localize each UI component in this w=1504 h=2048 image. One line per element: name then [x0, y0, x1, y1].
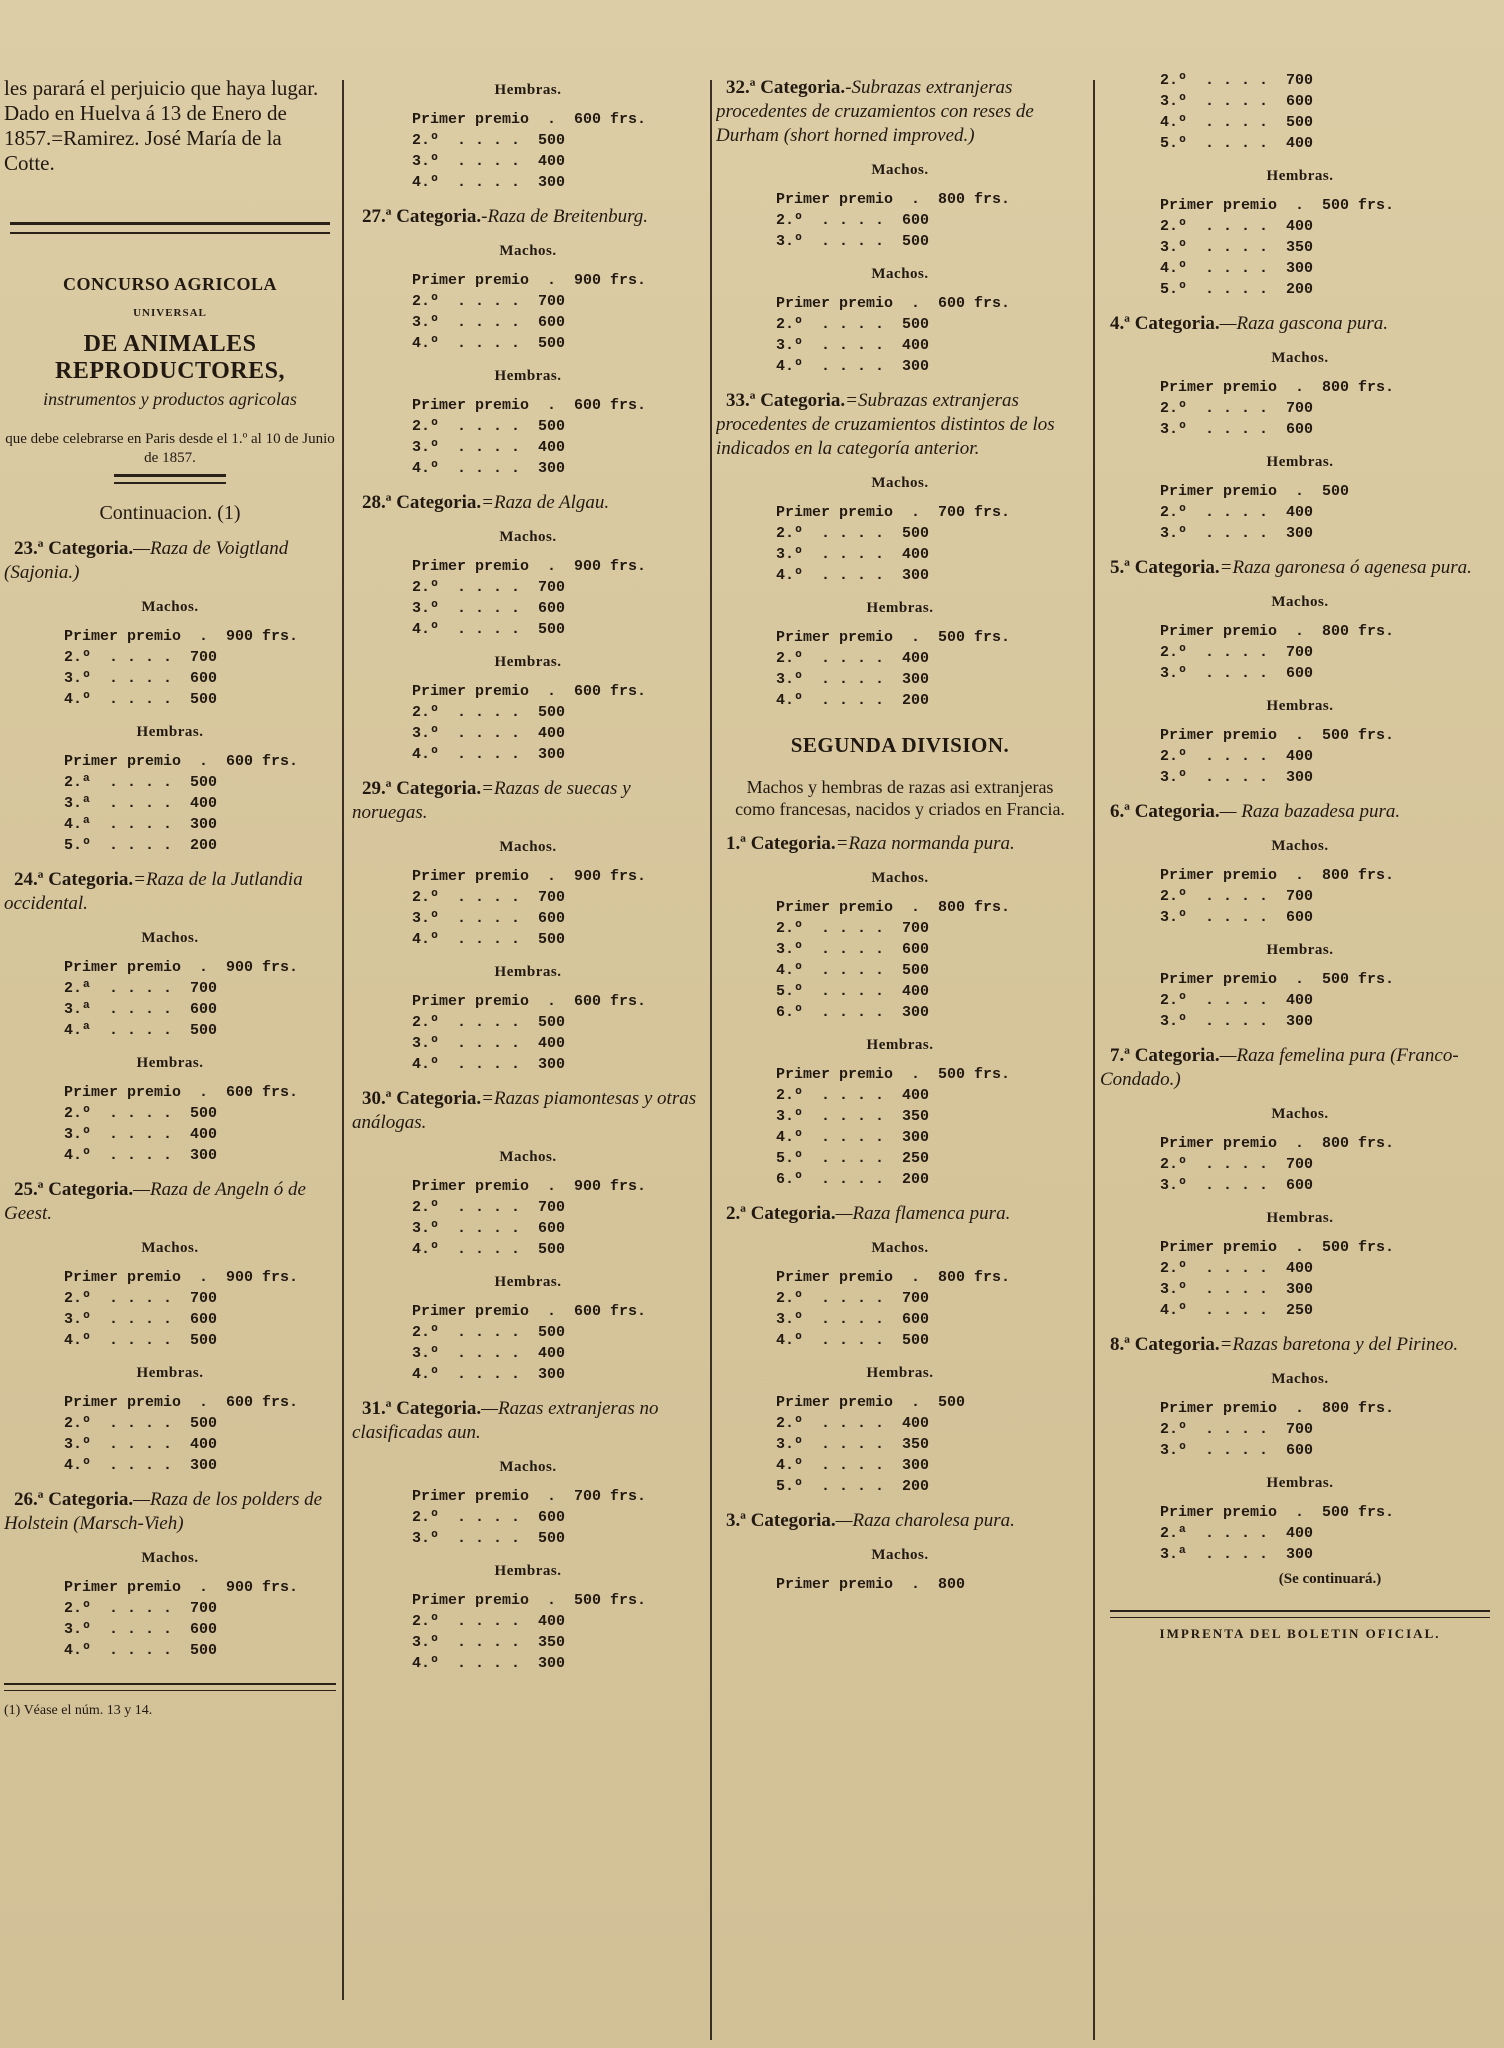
category-heading: 24.ª Categoria.=Raza de la Jutlandia occidental.	[4, 869, 303, 914]
hembras-label: Hembras.	[494, 1563, 562, 1579]
machos-label: Machos.	[1271, 1106, 1329, 1122]
prize-list: Primer premio . 600 frs. 2.ª . . . . 500 3.ª . . . . 400 4.ª . . . . 300 5.º . . . . 200	[64, 753, 299, 854]
title-instrumentos: instrumentos y productos agricolas	[43, 389, 297, 409]
prize-list: Primer premio . 900 frs. 2.º . . . . 700 3.º . . . . 600 4.º . . . . 500	[412, 868, 647, 948]
prize-list: Primer premio . 600 frs. 2.º . . . . 500 3.º . . . . 400 4.º . . . . 300	[412, 1303, 647, 1383]
machos-label: Machos.	[1271, 838, 1329, 854]
hembras-label: Hembras.	[1266, 454, 1334, 470]
intro-paragraph: les parará el perjuicio que haya lugar. Dado en Huelva á 13 de Enero de 1857.=Ramirez. José María de la Cotte.	[4, 76, 319, 175]
prize-list: Primer premio . 800 frs. 2.º . . . . 700 3.º . . . . 600	[1160, 1135, 1395, 1194]
prize-list: Primer premio . 500 frs. 2.º . . . . 400 3.º . . . . 300	[1160, 727, 1395, 786]
machos-label: Machos.	[871, 162, 929, 178]
machos-label: Machos.	[141, 1240, 199, 1256]
column-1	[4, 70, 336, 2030]
hembras-label: Hembras.	[494, 368, 562, 384]
section-divider	[10, 222, 330, 234]
category-heading: 30.ª Categoria.=Razas piamontesas y otras análogas.	[352, 1088, 697, 1133]
prize-list: Primer premio . 500 frs. 2.º . . . . 400 3.º . . . . 350 4.º . . . . 300 5.º . . . . 200	[1160, 197, 1395, 298]
footnote: (1) Véase el núm. 13 y 14.	[4, 1703, 153, 1718]
prize-list: Primer premio . 700 frs. 2.º . . . . 500 3.º . . . . 400 4.º . . . . 300	[776, 504, 1011, 584]
hembras-label: Hembras.	[136, 1365, 204, 1381]
category-heading: 33.ª Categoria.=Subrazas extranjeras procedentes de cruzamientos distintos de los indicados en la categoría anterior.	[716, 390, 1055, 459]
machos-label: Machos.	[871, 266, 929, 282]
machos-label: Machos.	[871, 1240, 929, 1256]
machos-label: Machos.	[141, 1550, 199, 1566]
column-rule	[710, 80, 712, 2040]
machos-label: Machos.	[499, 243, 557, 259]
prize-list: Primer premio . 600 frs. 2.º . . . . 500 3.º . . . . 400 4.º . . . . 300	[64, 1084, 299, 1164]
hembras-label: Hembras.	[1266, 168, 1334, 184]
machos-label: Machos.	[141, 930, 199, 946]
hembras-label: Hembras.	[866, 1037, 934, 1053]
title-universal: UNIVERSAL	[133, 307, 207, 319]
prize-list: Primer premio . 900 frs. 2.º . . . . 700 3.º . . . . 600 4.º . . . . 500	[64, 1269, 299, 1349]
prize-list: Primer premio . 500 frs. 2.º . . . . 400 3.º . . . . 300	[1160, 971, 1395, 1030]
machos-label: Machos.	[141, 599, 199, 615]
closing-rule	[1110, 1610, 1490, 1618]
prize-list: Primer premio . 900 frs. 2.º . . . . 700 3.º . . . . 600 4.º . . . . 500	[412, 272, 647, 352]
category-heading: 31.ª Categoria.—Razas extranjeras no clasificadas aun.	[352, 1398, 659, 1443]
prize-list: Primer premio . 800 frs. 2.º . . . . 700 3.º . . . . 600 4.º . . . . 500	[776, 1269, 1011, 1349]
prize-list: Primer premio . 900 frs. 2.º . . . . 700 3.º . . . . 600 4.º . . . . 500	[412, 558, 647, 638]
category-heading: 27.ª Categoria.-Raza de Breitenburg.	[362, 206, 649, 227]
prize-list: Primer premio . 800 frs. 2.º . . . . 600 3.º . . . . 500	[776, 191, 1011, 250]
machos-label: Machos.	[871, 1547, 929, 1563]
title-concurso: CONCURSO AGRICOLA	[62, 274, 278, 294]
title-animales: DE ANIMALES REPRODUCTORES,	[55, 331, 285, 384]
prize-list: Primer premio . 500 frs. 2.ª . . . . 400 3.ª . . . . 300	[1160, 1504, 1395, 1563]
hembras-label: Hembras.	[1266, 942, 1334, 958]
prize-list: Primer premio . 800 frs. 2.º . . . . 700 3.º . . . . 600	[1160, 867, 1395, 926]
column-4	[1100, 70, 1500, 2030]
prize-list: Primer premio . 800 frs. 2.º . . . . 700 3.º . . . . 600	[1160, 623, 1395, 682]
hembras-label: Hembras.	[1266, 1210, 1334, 1226]
prize-list: Primer premio . 900 frs. 2.º . . . . 700 3.º . . . . 600 4.º . . . . 500	[64, 628, 299, 708]
machos-label: Machos.	[499, 529, 557, 545]
prize-list: Primer premio . 800	[776, 1576, 966, 1593]
hembras-label: Hembras.	[1266, 1475, 1334, 1491]
category-heading: 3.ª Categoria.—Raza charolesa pura.	[726, 1510, 1015, 1531]
machos-label: Machos.	[499, 839, 557, 855]
category-heading: 1.ª Categoria.=Raza normanda pura.	[726, 833, 1015, 854]
prize-list: Primer premio . 500 frs. 2.º . . . . 400 3.º . . . . 350 4.º . . . . 300 5.º . . . . 250 6.º . . . . 200	[776, 1066, 1011, 1188]
continuara-note: (Se continuará.)	[1278, 1571, 1382, 1587]
category-heading: 23.ª Categoria.—Raza de Voigtland (Sajonia.)	[4, 538, 289, 583]
division-description: Machos y hembras de razas asi extranjeras como francesas, nacidos y criados en Francia.	[735, 777, 1065, 819]
machos-label: Machos.	[1271, 1371, 1329, 1387]
machos-label: Machos.	[871, 870, 929, 886]
imprint-line: IMPRENTA DEL BOLETIN OFICIAL.	[1159, 1626, 1441, 1641]
prize-list: Primer premio . 900 frs. 2.º . . . . 700 3.º . . . . 600 4.º . . . . 500	[64, 1579, 299, 1659]
short-divider	[114, 474, 226, 484]
hembras-label: Hembras.	[866, 1365, 934, 1381]
hembras-label: Hembras.	[866, 600, 934, 616]
prize-list: Primer premio . 700 frs. 2.º . . . . 600 3.º . . . . 500	[412, 1488, 647, 1547]
prize-list: Primer premio . 800 frs. 2.º . . . . 700 3.º . . . . 600 4.º . . . . 500 5.º . . . . 400 6.º . . . . 300	[776, 899, 1011, 1021]
category-heading: 2.ª Categoria.—Raza flamenca pura.	[726, 1203, 1011, 1224]
hembras-label: Hembras.	[494, 654, 562, 670]
category-heading: 25.ª Categoria.—Raza de Angeln ó de Geest.	[4, 1179, 306, 1224]
prize-list: Primer premio . 600 frs. 2.º . . . . 500 3.º . . . . 400 4.º . . . . 300	[412, 111, 647, 191]
category-heading: 6.ª Categoria.— Raza bazadesa pura.	[1110, 801, 1401, 822]
column-3	[716, 70, 1084, 2030]
category-heading: 5.ª Categoria.=Raza garonesa ó agenesa pura.	[1110, 557, 1472, 578]
prize-list: Primer premio . 900 frs. 2.ª . . . . 700 3.ª . . . . 600 4.ª . . . . 500	[64, 959, 299, 1039]
prize-list: Primer premio . 500 frs. 2.º . . . . 400 3.º . . . . 300 4.º . . . . 200	[776, 629, 1011, 709]
category-heading: 4.ª Categoria.—Raza gascona pura.	[1110, 313, 1389, 334]
prize-list: Primer premio . 600 frs. 2.º . . . . 500 3.º . . . . 400 4.º . . . . 300	[412, 993, 647, 1073]
hembras-label: Hembras.	[136, 1055, 204, 1071]
hembras-label: Hembras.	[494, 964, 562, 980]
machos-label: Machos.	[499, 1459, 557, 1475]
hembras-label: Hembras.	[1266, 698, 1334, 714]
title-fecha: que debe celebrarse en Paris desde el 1.º al 10 de Junio de 1857.	[5, 431, 335, 466]
machos-label: Machos.	[871, 475, 929, 491]
column-rule	[1093, 80, 1095, 2040]
prize-list: Primer premio . 600 frs. 2.º . . . . 500 3.º . . . . 400 4.º . . . . 300	[64, 1394, 299, 1474]
prize-list: Primer premio . 800 frs. 2.º . . . . 700 3.º . . . . 600	[1160, 1400, 1395, 1459]
category-heading: 7.ª Categoria.—Raza femelina pura (Franco-Condado.)	[1100, 1045, 1459, 1090]
prize-list: Primer premio . 500 frs. 2.º . . . . 400 3.º . . . . 300 4.º . . . . 250	[1160, 1239, 1395, 1319]
category-heading: 26.ª Categoria.—Raza de los polders de Holstein (Marsch-Vieh)	[4, 1489, 323, 1534]
continuacion: Continuacion. (1)	[99, 502, 241, 524]
prize-list: Primer premio . 600 frs. 2.º . . . . 500 3.º . . . . 400 4.º . . . . 300	[412, 683, 647, 763]
category-heading: 29.ª Categoria.=Razas de suecas y noruegas.	[352, 778, 631, 823]
prize-list: Primer premio . 900 frs. 2.º . . . . 700 3.º . . . . 600 4.º . . . . 500	[412, 1178, 647, 1258]
column-2	[352, 70, 704, 2030]
prize-list: Primer premio . 600 frs. 2.º . . . . 500 3.º . . . . 400 4.º . . . . 300	[776, 295, 1011, 375]
category-heading: 8.ª Categoria.=Razas baretona y del Pirineo.	[1110, 1334, 1459, 1355]
machos-label: Machos.	[499, 1149, 557, 1165]
prize-list: Primer premio . 500 2.º . . . . 400 3.º . . . . 350 4.º . . . . 300 5.º . . . . 200	[776, 1394, 966, 1495]
hembras-label: Hembras.	[136, 724, 204, 740]
category-heading: 28.ª Categoria.=Raza de Algau.	[362, 492, 610, 513]
machos-label: Machos.	[1271, 350, 1329, 366]
prize-list: Primer premio . 600 frs. 2.º . . . . 500 3.º . . . . 400 4.º . . . . 300	[412, 397, 647, 477]
prize-list: 2.º . . . . 700 3.º . . . . 600 4.º . . . . 500 5.º . . . . 400	[1160, 72, 1314, 152]
hembras-label: Hembras.	[494, 82, 562, 98]
prize-list: Primer premio . 500 2.º . . . . 400 3.º . . . . 300	[1160, 483, 1350, 542]
prize-list: Primer premio . 800 frs. 2.º . . . . 700 3.º . . . . 600	[1160, 379, 1395, 438]
machos-label: Machos.	[1271, 594, 1329, 610]
division-heading: SEGUNDA DIVISION.	[790, 733, 1010, 757]
column-rule	[342, 80, 344, 2000]
prize-list: Primer premio . 500 frs. 2.º . . . . 400 3.º . . . . 350 4.º . . . . 300	[412, 1592, 647, 1672]
footnote-rule	[4, 1683, 336, 1691]
category-heading: 32.ª Categoria.-Subrazas extranjeras procedentes de cruzamientos con reses de Durham (short horned improved.)	[716, 77, 1034, 146]
hembras-label: Hembras.	[494, 1274, 562, 1290]
